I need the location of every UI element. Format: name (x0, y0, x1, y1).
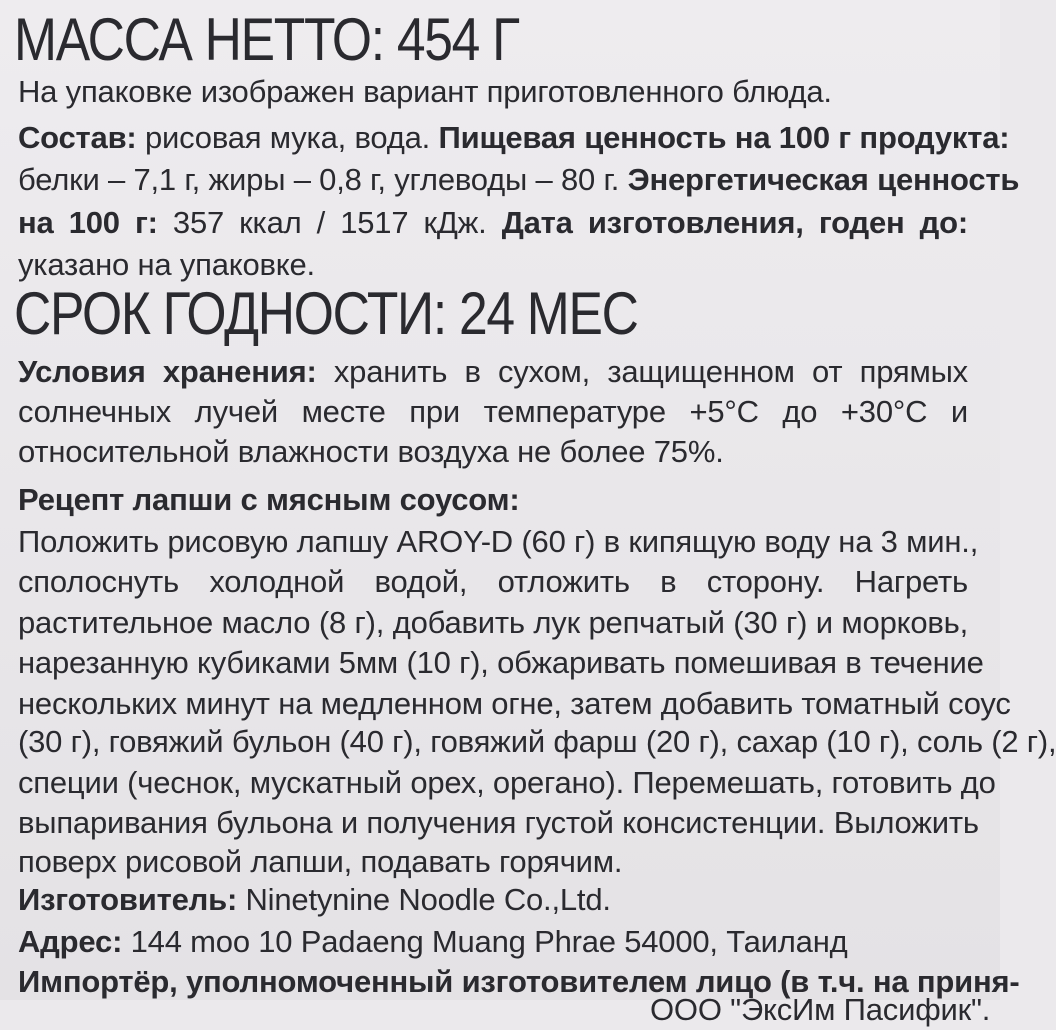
recipe-line: нарезанную кубиками 5мм (10 г), обжаривать помешивая в течение (18, 645, 984, 680)
address-line (18, 922, 848, 962)
recipe-title (18, 480, 519, 520)
recipe-line: нескольких минут на медленном огне, затем добавить томатный соус (18, 686, 1011, 721)
net-weight-heading: МАССА НЕТТО: 454 Г (14, 6, 519, 73)
storage-text-1: хранить в сухом, защищенном от прямых (316, 354, 968, 389)
energy-line (18, 203, 968, 243)
address-value: 144 moo 10 Padaeng Muang Phrae 54000, Таиланд (122, 924, 848, 959)
manufacturer-label: Изготовитель: (18, 882, 238, 917)
composition-label: Состав: (18, 120, 137, 155)
energy-values: 357 ккал / 1517 кДж. (157, 205, 502, 240)
recipe-title-text: Рецепт лапши с мясным соусом: (18, 482, 520, 517)
storage-line-1 (18, 352, 968, 392)
importer-text: Импортёр, уполномоченный изготовителем лицо (в т.ч. на приня- (18, 964, 1020, 999)
address-label: Адрес: (18, 924, 123, 959)
nutrition-label: Пищевая ценность на 100 г продукта: (438, 120, 1010, 155)
package-note: На упаковке изображен вариант приготовленного блюда. (18, 74, 832, 109)
shelf-life-heading: СРОК ГОДНОСТИ: 24 МЕС (14, 280, 638, 347)
recipe-line: Положить рисовую лапшу AROY-D (60 г) в кипящую воду на 3 мин., (18, 524, 979, 559)
recipe-line: выпаривания бульона и получения густой консистенции. Выложить (18, 805, 979, 840)
dates-label: Дата изготовления, годен до: (501, 205, 968, 240)
storage-label: Условия хранения: (18, 354, 317, 389)
recipe-line: сполоснуть холодной водой, отложить в сторону. Нагреть (18, 564, 968, 599)
storage-line-2: солнечных лучей месте при температуре +5°С до +30°С и (18, 394, 968, 429)
nutrition-values: белки – 7,1 г, жиры – 0,8 г, углеводы – 80 г. (18, 162, 628, 197)
importer-partial: ООО "ЭксИм Пасифик". (650, 992, 991, 1027)
per-100g-label: на 100 г: (18, 205, 158, 240)
composition-line (18, 118, 1009, 158)
manufacturer-line (18, 880, 611, 920)
nutrition-values-line (18, 160, 1019, 200)
recipe-line: поверх рисовой лапши, подавать горячим. (18, 844, 623, 879)
manufacturer-value: Ninetynine Noodle Co.,Ltd. (237, 882, 611, 917)
storage-line-3: относительной влажности воздуха не более 75%. (18, 434, 724, 469)
dates-text: указано на упаковке. (18, 247, 315, 282)
recipe-line: специи (чеснок, мускатный орех, орегано). Перемешать, готовить до (18, 765, 996, 800)
energy-label: Энергетическая ценность (627, 162, 1020, 197)
recipe-line: растительное масло (8 г), добавить лук репчатый (30 г) и морковь, (18, 605, 968, 640)
recipe-line: (30 г), говяжий бульон (40 г), говяжий фарш (20 г), сахар (10 г), соль (2 г), (18, 724, 1056, 759)
composition-text: рисовая мука, вода. (136, 120, 439, 155)
